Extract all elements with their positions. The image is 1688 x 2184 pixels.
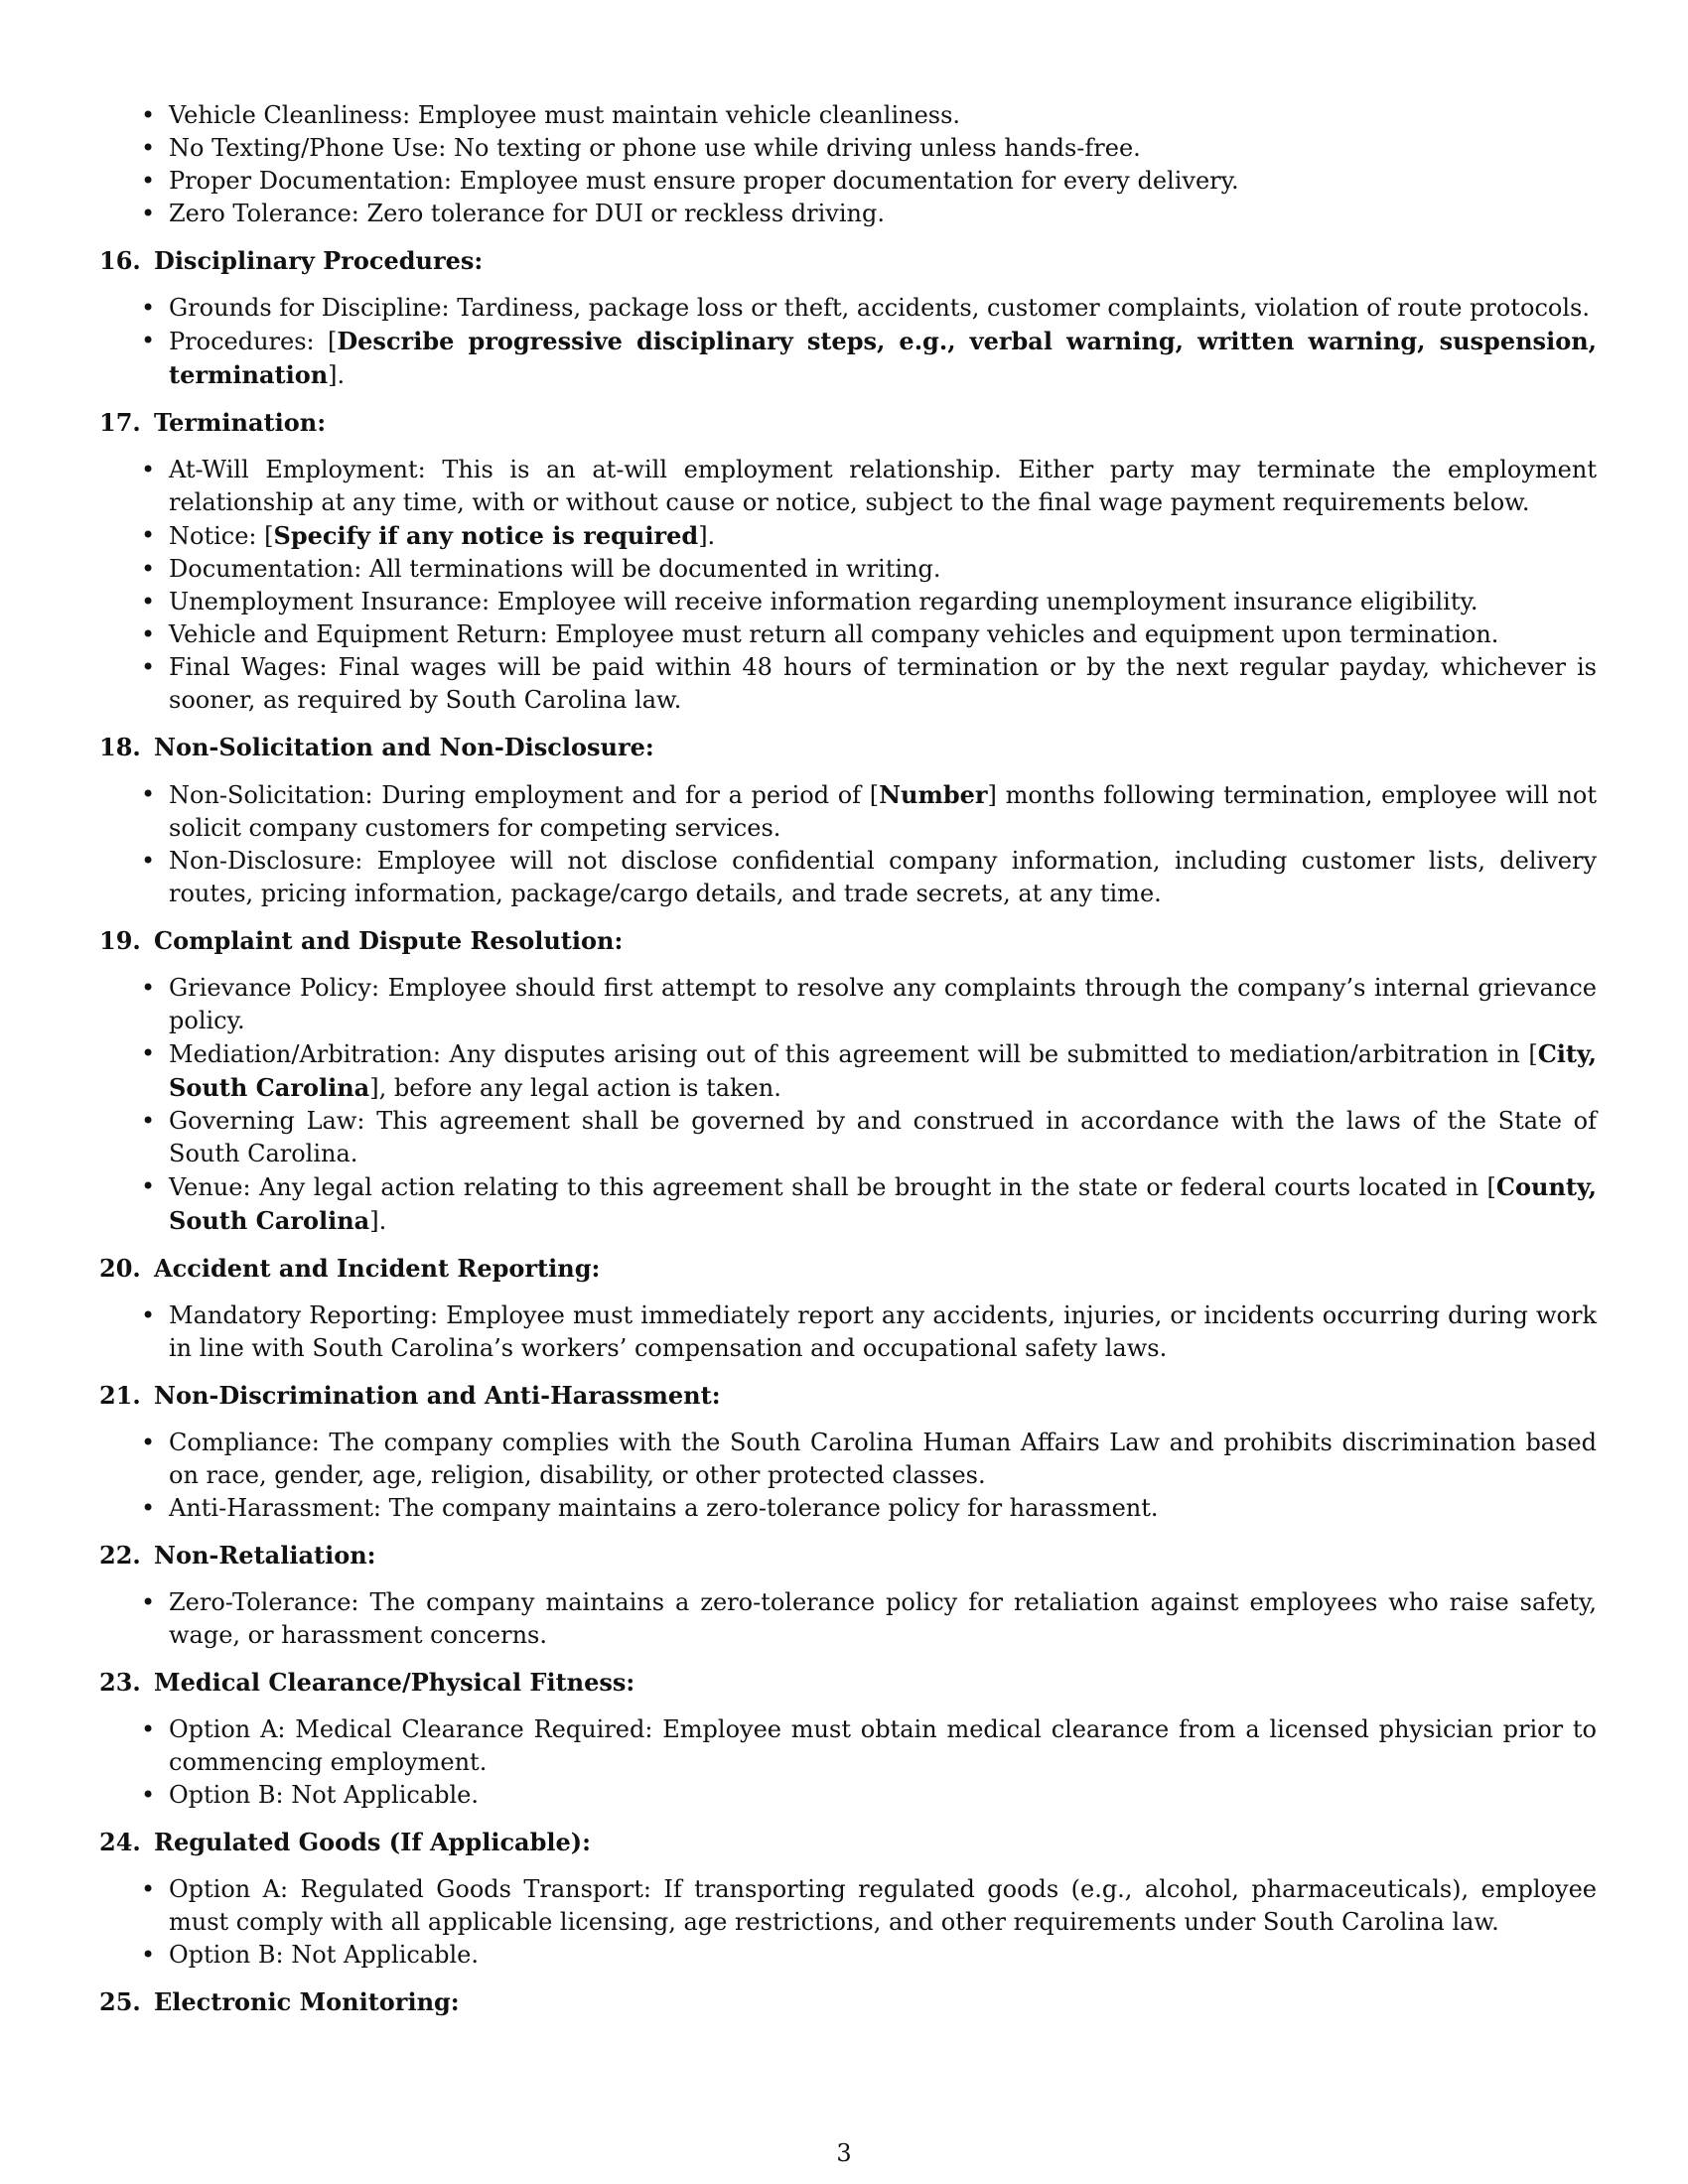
section-title: Accident and Incident Reporting:	[154, 1254, 601, 1283]
list-item	[99, 1037, 1597, 1105]
item-text: Procedures: [	[169, 328, 338, 355]
section-number: 16.	[99, 246, 141, 275]
list-item: • At-Will Employment: This is an at-will employment relationship. Either party may terminate the employment relationship at any time, with or without cause or notice, subject to the final wage payment requirements below.	[99, 454, 1597, 519]
section-number: 17.	[99, 408, 141, 437]
section-title: Electronic Monitoring:	[154, 1987, 460, 2016]
list-item: • Zero-Tolerance: The company maintains a zero-tolerance policy for retaliation against employees who raise safety, wage, or harassment concerns.	[99, 1586, 1597, 1652]
section-19-dispute-resolution	[99, 924, 1597, 1238]
section-22-non-retaliation	[99, 1539, 1597, 1652]
section-number: 21.	[99, 1381, 141, 1410]
section-21-non-discrimination	[99, 1379, 1597, 1525]
section-number: 25.	[99, 1987, 141, 2016]
section-17-termination	[99, 406, 1597, 717]
placeholder-text: Describe progressive disciplinary steps, e.g., verbal warning, written warning, suspension, termination	[169, 327, 1598, 389]
list-item: • Anti-Harassment: The company maintains a zero-tolerance policy for harassment.	[99, 1492, 1597, 1525]
item-text: ].	[698, 522, 716, 550]
list-item: • Option B: Not Applicable.	[99, 1939, 1597, 1972]
section-16-disciplinary-procedures	[99, 244, 1597, 392]
placeholder-text: Number	[879, 780, 988, 809]
list-item: • Grounds for Discipline: Tardiness, package loss or theft, accidents, customer complaints, violation of route protocols.	[99, 292, 1597, 325]
section-title: Complaint and Dispute Resolution:	[154, 926, 624, 955]
list-item	[99, 519, 1597, 553]
section-number: 24.	[99, 1828, 141, 1856]
item-text: ], before any legal action is taken.	[369, 1074, 781, 1102]
item-text: Notice: [	[169, 522, 274, 550]
list-item: • Option A: Medical Clearance Required: Employee must obtain medical clearance from a licensed physician prior to commencing employment.	[99, 1713, 1597, 1779]
list-item: • Documentation: All terminations will be documented in writing.	[99, 553, 1597, 586]
section-title: Disciplinary Procedures:	[154, 246, 484, 275]
list-item: • Grievance Policy: Employee should first attempt to resolve any complaints through the company’s internal grievance policy.	[99, 972, 1597, 1037]
placeholder-text: County, South Carolina	[169, 1172, 1597, 1235]
section-title: Non-Solicitation and Non-Disclosure:	[154, 733, 654, 761]
section-heading	[99, 1539, 1597, 1571]
list-item: • Non-Disclosure: Employee will not disclose confidential company information, including customer lists, delivery routes, pricing information, package/cargo details, and trade secrets, at any time.	[99, 845, 1597, 910]
page-number: 3	[836, 2139, 852, 2167]
list-item: • Unemployment Insurance: Employee will receive information regarding unemployment insurance eligibility.	[99, 586, 1597, 618]
list-item: • Vehicle and Equipment Return: Employee must return all company vehicles and equipment upon termination.	[99, 618, 1597, 651]
list-item: • No Texting/Phone Use: No texting or phone use while driving unless hands-free.	[99, 132, 1597, 165]
list-item: • Option B: Not Applicable.	[99, 1779, 1597, 1812]
list-item: • Option A: Regulated Goods Transport: If transporting regulated goods (e.g., alcohol, pharmaceuticals), employee must comply with all applicable licensing, age restrictions, and other requirements under South Carolina law.	[99, 1873, 1597, 1939]
list-item	[99, 1170, 1597, 1238]
item-text: ] months following termination, employee will not solicit company customers for competing services.	[169, 781, 1597, 842]
item-text: Mediation/Arbitration: Any disputes arising out of this agreement will be submitted to mediation/arbitration in [	[169, 1040, 1538, 1068]
section-18-non-solicitation	[99, 731, 1597, 910]
section-number: 18.	[99, 733, 141, 761]
list-item	[99, 778, 1597, 845]
document-body	[99, 99, 1597, 2033]
section-title: Regulated Goods (If Applicable):	[154, 1828, 591, 1856]
placeholder-text: Specify if any notice is required	[273, 521, 699, 550]
section-25-electronic-monitoring	[99, 1985, 1597, 2018]
section-23-medical-clearance	[99, 1666, 1597, 1812]
placeholder-text: City, South Carolina	[169, 1039, 1597, 1102]
list-item: • Mandatory Reporting: Employee must immediately report any accidents, injuries, or incidents occurring during work in line with South Carolina’s workers’ compensation and occupational safety laws.	[99, 1299, 1597, 1365]
intro-bullet-list	[99, 99, 1597, 230]
section-heading	[99, 406, 1597, 439]
section-20-accident-reporting	[99, 1252, 1597, 1365]
section-title: Medical Clearance/Physical Fitness:	[154, 1668, 635, 1697]
section-heading	[99, 1666, 1597, 1699]
section-title: Termination:	[154, 408, 327, 437]
section-number: 23.	[99, 1668, 141, 1697]
section-24-regulated-goods	[99, 1826, 1597, 1972]
item-text: Non-Solicitation: During employment and for a period of [	[169, 781, 880, 809]
section-heading	[99, 1252, 1597, 1285]
section-heading	[99, 924, 1597, 957]
list-item: • Vehicle Cleanliness: Employee must maintain vehicle cleanliness.	[99, 99, 1597, 132]
section-number: 19.	[99, 926, 141, 955]
item-text: Venue: Any legal action relating to this agreement shall be brought in the state or federal courts located in [	[169, 1173, 1496, 1201]
list-item: • Final Wages: Final wages will be paid within 48 hours of termination or by the next regular payday, whichever is sooner, as required by South Carolina law.	[99, 651, 1597, 717]
list-item: • Zero Tolerance: Zero tolerance for DUI or reckless driving.	[99, 198, 1597, 230]
item-text: ].	[328, 361, 346, 389]
section-heading	[99, 731, 1597, 763]
section-number: 20.	[99, 1254, 141, 1283]
list-item: • Governing Law: This agreement shall be governed by and construed in accordance with the laws of the State of South Carolina.	[99, 1105, 1597, 1170]
section-title: Non-Retaliation:	[154, 1541, 376, 1570]
list-item: • Proper Documentation: Employee must ensure proper documentation for every delivery.	[99, 165, 1597, 198]
section-number: 22.	[99, 1541, 141, 1570]
list-item: • Compliance: The company complies with the South Carolina Human Affairs Law and prohibits discrimination based on race, gender, age, religion, disability, or other protected classes.	[99, 1427, 1597, 1492]
section-title: Non-Discrimination and Anti-Harassment:	[154, 1381, 721, 1410]
section-heading	[99, 1985, 1597, 2018]
item-text: ].	[369, 1207, 387, 1235]
section-heading	[99, 244, 1597, 277]
section-heading	[99, 1826, 1597, 1858]
section-heading	[99, 1379, 1597, 1412]
list-item	[99, 325, 1597, 392]
